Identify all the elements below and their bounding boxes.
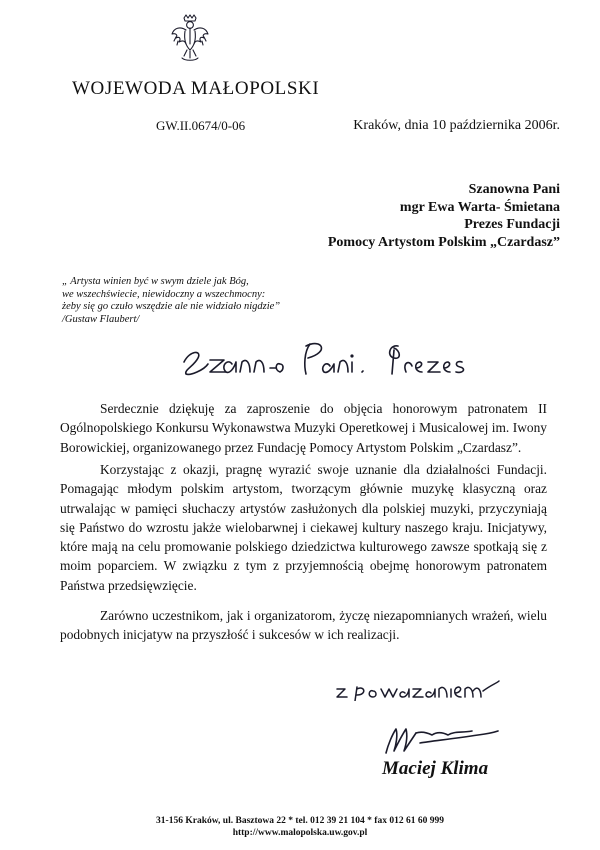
epigraph-line: we wszechświecie, niewidoczny a wszechmocny:: [62, 288, 266, 300]
handwritten-closing: [335, 675, 500, 701]
recipient-line: Pomocy Artystom Polskim „Czardasz”: [327, 234, 560, 250]
footer: [0, 815, 600, 839]
handwritten-signature-icon: [382, 725, 502, 755]
case-number: GW.II.0674/0-06: [156, 118, 246, 133]
place-and-date: Kraków, dnia 10 października 2006r.: [353, 118, 560, 133]
handwritten-salutation: [180, 332, 470, 378]
signer-name: Maciej Klima: [382, 758, 489, 779]
epigraph-quote: [62, 276, 280, 326]
epigraph-line: /Gustaw Flaubert/: [62, 313, 140, 325]
epigraph-line: „ Artysta winien być w swym dziele jak Bóg,: [62, 276, 249, 287]
epigraph-line: żeby się go czuło wszędzie ale nie widziało nigdzie”: [62, 301, 281, 312]
body-paragraph: [60, 606, 547, 645]
body-paragraph-text: Korzystając z okazji, pragnę wyrazić swoje uznanie dla działalności Fundacji. Pomagając młodym polskim artystom, tworzącym głównie muzykę klasyczną oraz utrwalając w pamięci słuchaczy artystów zasłużonych dla polskiej muzyki, przyczyniają się Państwo do wzrostu jakże wielobarwnej i ciekawej kultury naszego kraju. Inicjatywy, które mają na celu promowanie polskiego dziedzictwa kulturowego zawsze spotkają się z moim poparciem. W związku z tym z przyjemnością obejmę honorowym patronatem Państwa przedsięwzięcie.: [60, 462, 547, 593]
office-title: WOJEWODA MAŁOPOLSKI: [72, 78, 320, 99]
footer-website: http://www.malopolska.uw.gov.pl: [232, 828, 368, 838]
body-paragraph-text: Zarówno uczestnikom, jak i organizatorom, życzę niezapomnianych wrażeń, wielu podobnych inicjatyw na przyszłość i sukcesów w ich realizacji.: [60, 608, 547, 643]
polish-white-eagle-emblem-icon: [170, 14, 210, 66]
recipient-line: Szanowna Pani: [468, 182, 560, 197]
recipient-block: [328, 181, 560, 251]
recipient-line: Prezes Fundacji: [464, 217, 560, 232]
recipient-line: mgr Ewa Warta- Śmietana: [399, 199, 560, 215]
body-paragraph-text: Serdecznie dziękuję za zaproszenie do objęcia honorowym patronatem II Ogólnopolskiego Konkursu Wykonawstwa Muzyki Operetkowej i Musicalowej im. Iwony Borowickiej, organizowanego przez Fundację Pomocy Artystom Polskim „Czardasz”.: [60, 401, 547, 455]
body-paragraph: [60, 460, 547, 595]
footer-address: 31-156 Kraków, ul. Basztowa 22 * tel. 012 39 21 104 * fax 012 61 60 999: [156, 816, 444, 826]
body-paragraph: [60, 399, 547, 457]
